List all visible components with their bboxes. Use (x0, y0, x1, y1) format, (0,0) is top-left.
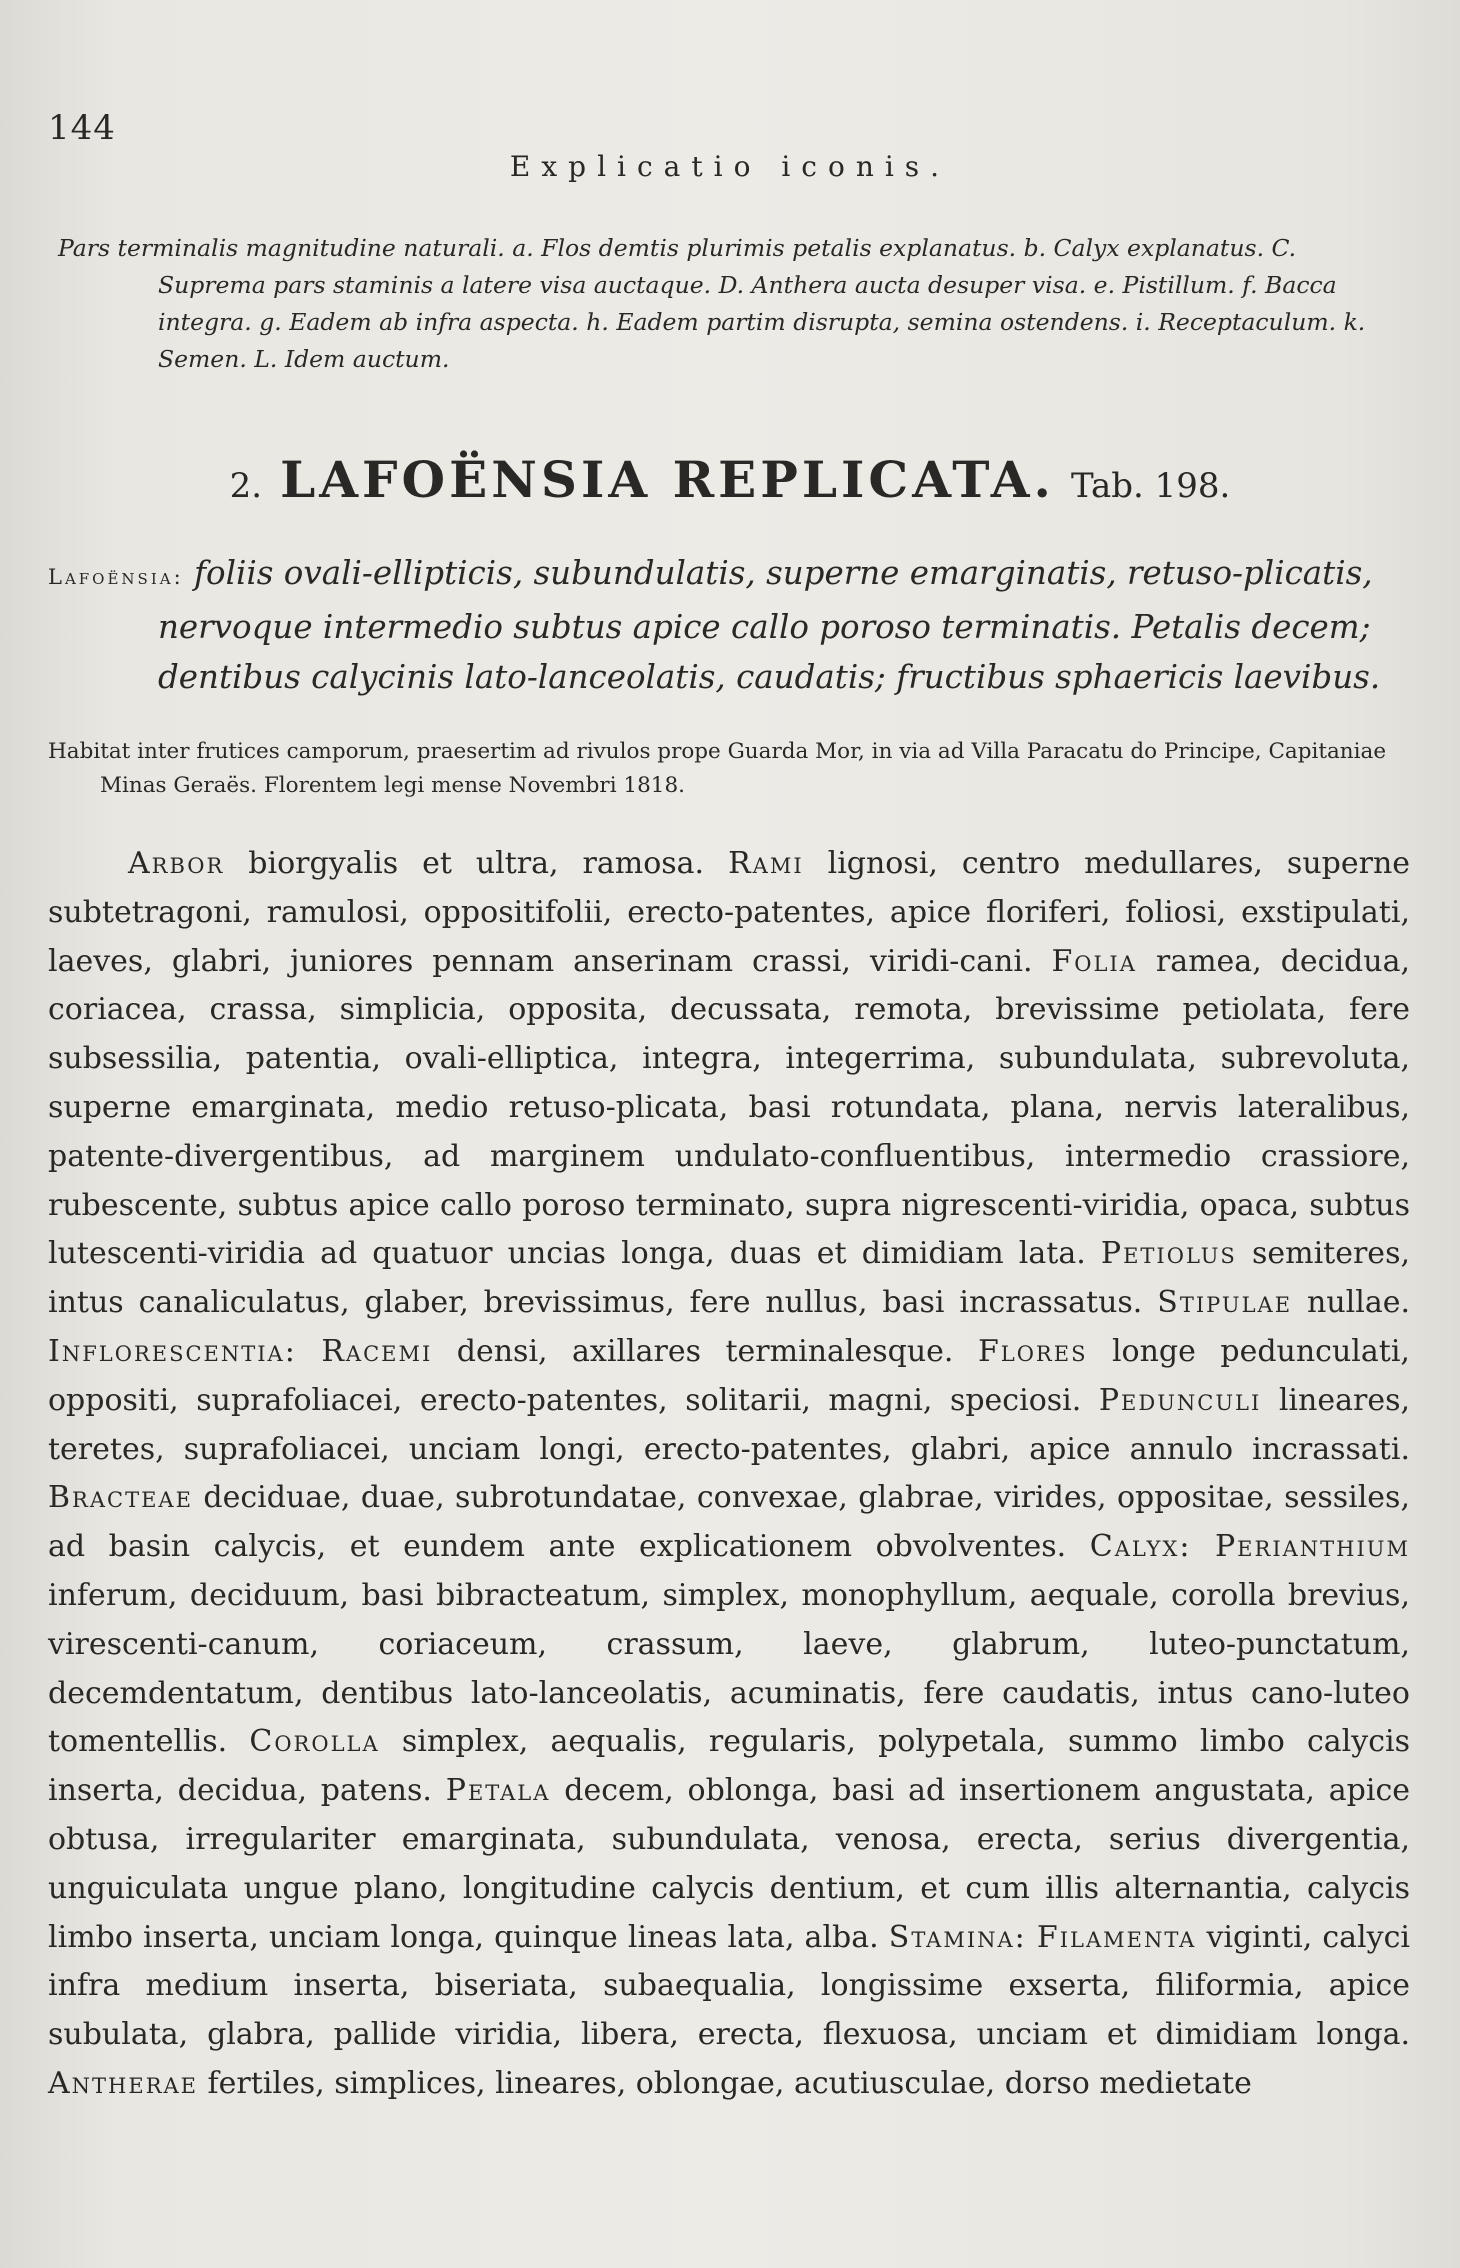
term-stipulae: Stipulae (1157, 1285, 1293, 1321)
term-petala: Petala (445, 1773, 551, 1809)
figure-explanation (58, 230, 1398, 378)
species-number: 2. (229, 466, 263, 506)
description-text: fertiles, simplices, lineares, oblongae, acutiusculae, dorso medietate (207, 2065, 1252, 2101)
description-text: biorgyalis et ultra, ramosa. (248, 846, 705, 881)
diagnosis (48, 548, 1410, 702)
term-arbor: Arbor (128, 846, 225, 881)
habitat-text: Habitat inter frutices camporum, praesertim ad rivulos prope Guarda Mor, in via ad Villa Paracatu do Principe, Capitaniae Minas Geraës. Florentem legi mense Novembri 1818. (48, 739, 1387, 798)
term-filamenta: Filamenta (1036, 1919, 1197, 1955)
page-number: 144 (48, 108, 116, 148)
habitat-note (48, 735, 1410, 803)
description-text: decem, oblonga, basi ad insertionem angustata, apice obtusa, irregulariter emarginata, subundulata, venosa, erecta, serius divergentia, unguiculata ungue plano, longitudine calycis dentium, et cum illis alternantia, calycis limbo inserta, unciam longa, quinque lineas lata, alba. (48, 1773, 1410, 1955)
term-pedunculi: Pedunculi (1098, 1382, 1262, 1418)
term-rami: Rami (728, 846, 804, 881)
description-text: densi, axillares terminalesque. (456, 1333, 954, 1369)
description-text: deciduae, duae, subrotundatae, convexae, glabrae, virides, oppositae, sessiles, ad basin calycis, et eundem ante explicationem obvolventes. (48, 1480, 1410, 1565)
figure-explanation-text: Pars terminalis magnitudine naturali. a. Flos demtis plurimis petalis explanatus. b. Calyx explanatus. C. Suprema pars staminis a latere visa auctaque. D. Anthera aucta desuper visa. e. Pistillum. f. Bacca integra. g. Eadem ab infra aspecta. h. Eadem partim disrupta, semina ostendens. i. Receptaculum. k. Semen. L. Idem auctum. (58, 234, 1366, 373)
description-text: simplex, aequalis, regularis, polypetala, summo limbo calycis inserta, decidua, patens. (48, 1724, 1411, 1809)
plate-reference: Tab. 198. (1070, 466, 1231, 506)
term-antherae: Antherae (48, 2065, 198, 2101)
description-text: inferum, deciduum, basi bibracteatum, simplex, monophyllum, aequale, corolla brevius, virescenti-canum, coriaceum, crassum, laeve, glabrum, luteo-punctatum, decemdentatum, dentibus lato-lanceolatis, acuminatis, fere caudatis, intus cano-luteo tomentellis. (48, 1577, 1410, 1760)
term-corolla: Corolla (249, 1724, 380, 1760)
term-racemi: Racemi (321, 1333, 433, 1369)
term-stamina: Stamina: (888, 1919, 1027, 1955)
term-folia: Folia (1051, 943, 1137, 979)
description-text: longe pedunculati, oppositi, suprafoliacei, erecto-patentes, solitarii, magni, speciosi. (48, 1333, 1410, 1418)
term-petiolus: Petiolus (1100, 1236, 1237, 1272)
diagnosis-genus: Lafoënsia: (48, 565, 184, 589)
term-inflorescentia: Inflorescentia: (48, 1333, 297, 1369)
species-name: LAFOËNSIA REPLICATA. (280, 450, 1055, 509)
species-heading (0, 450, 1460, 509)
diagnosis-text: foliis ovali-ellipticis, subundulatis, superne emarginatis, retuso-plicatis, nervoque intermedio subtus apice callo poroso terminatis. Petalis decem; dentibus calycinis lato-lanceolatis, caudatis; fructibus sphaericis laevibus. (158, 554, 1381, 696)
description-paragraph (48, 840, 1410, 2109)
description-text: lignosi, centro medullares, superne subtetragoni, ramulosi, oppositifolii, erecto-patentes, apice floriferi, foliosi, exstipulati, laeves, glabri, juniores pennam anserinam crassi, viridi-cani. (48, 846, 1411, 979)
description-text: semiteres, intus canaliculatus, glaber, brevissimus, fere nullus, basi incrassatus. (48, 1236, 1410, 1321)
term-calyx: Calyx: (1089, 1529, 1192, 1565)
term-bracteae: Bracteae (48, 1480, 193, 1516)
description-text: viginti, calyci infra medium inserta, biseriata, subaequalia, longissime exserta, filiformia, apice subulata, glabra, pallide viridia, libera, erecta, flexuosa, unciam et dimidiam longa. (48, 1919, 1410, 2053)
term-flores: Flores (977, 1333, 1088, 1369)
description-text: lineares, teretes, suprafoliacei, unciam longi, erecto-patentes, glabri, apice annulo incrassati. (48, 1382, 1411, 1467)
description-text: nullae. (1307, 1285, 1411, 1321)
term-perianthium: Perianthium (1215, 1529, 1410, 1565)
running-head: Explicatio iconis. (509, 150, 951, 183)
description-text: ramea, decidua, coriacea, crassa, simplicia, opposita, decussata, remota, brevissime petiolata, fere subsessilia, patentia, ovali-elliptica, integra, integerrima, subundulata, subrevoluta, superne emarginata, medio retuso-plicata, basi rotundata, plana, nervis lateralibus, patente-divergentibus, ad marginem undulato-confluentibus, intermedio crassiore, rubescente, subtus apice callo poroso terminato, supra nigrescenti-viridia, opaca, subtus lutescenti-viridia ad quatuor uncias longa, duas et dimidiam lata. (48, 943, 1410, 1272)
